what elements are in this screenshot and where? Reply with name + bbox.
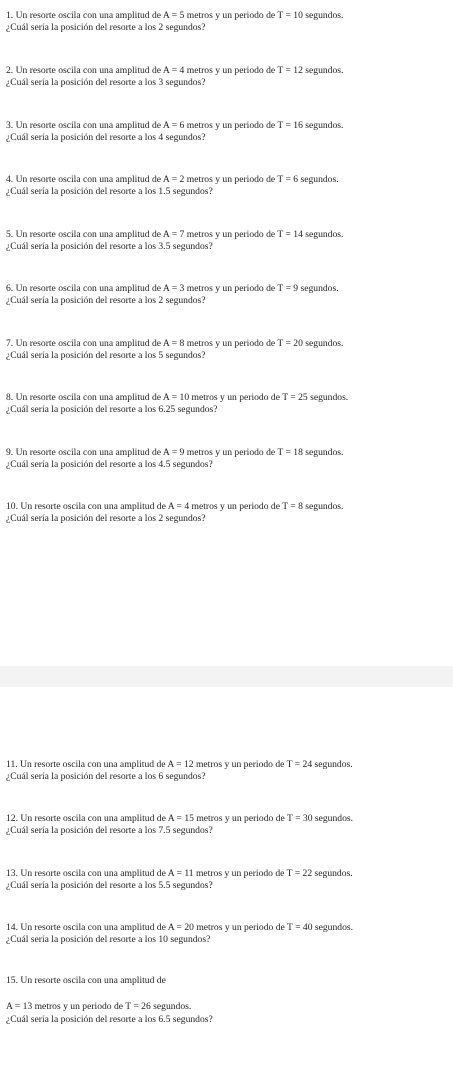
problem-question: ¿Cuál sería la posición del resorte a los 5.5 segundos? xyxy=(6,880,213,892)
problem-6 xyxy=(6,283,451,308)
problem-question: ¿Cuál sería la posición del resorte a los 2 segundos? xyxy=(6,22,206,34)
page-break-separator xyxy=(0,666,453,687)
problem-question: ¿Cuál sería la posición del resorte a los 1.5 segundos? xyxy=(6,186,213,198)
problem-statement: 1. Un resorte oscila con una amplitud de A = 5 metros y un periodo de T = 10 segundos. xyxy=(6,10,344,21)
problem-1 xyxy=(6,10,451,35)
problem-question: ¿Cuál sería la posición del resorte a los 4.5 segundos? xyxy=(6,459,213,471)
problem-statement-continued: A = 13 metros y un periodo de T = 26 segundos. xyxy=(6,1001,192,1013)
problem-question: ¿Cuál sería la posición del resorte a los 6.25 segundos? xyxy=(6,404,218,416)
problem-question: ¿Cuál sería la posición del resorte a los 6.5 segundos? xyxy=(6,1013,213,1025)
problem-statement: 9. Un resorte oscila con una amplitud de A = 9 metros y un periodo de T = 18 segundos. xyxy=(6,447,344,458)
problem-statement: 2. Un resorte oscila con una amplitud de A = 4 metros y un periodo de T = 12 segundos. xyxy=(6,65,344,76)
problem-question: ¿Cuál sería la posición del resorte a los 4 segundos? xyxy=(6,132,206,144)
problem-question: ¿Cuál sería la posición del resorte a los 7.5 segundos? xyxy=(6,825,213,837)
problem-statement: 3. Un resorte oscila con una amplitud de A = 6 metros y un periodo de T = 16 segundos. xyxy=(6,120,344,131)
problem-7 xyxy=(6,338,451,363)
problem-15 xyxy=(6,949,451,1026)
problem-statement: 4. Un resorte oscila con una amplitud de A = 2 metros y un periodo de T = 6 segundos. xyxy=(6,174,339,185)
problem-4 xyxy=(6,174,451,199)
problem-statement: 14. Un resorte oscila con una amplitud de A = 20 metros y un periodo de T = 40 segundos. xyxy=(6,922,353,933)
problem-statement: 7. Un resorte oscila con una amplitud de A = 8 metros y un periodo de T = 20 segundos. xyxy=(6,338,344,349)
problem-10 xyxy=(6,501,451,526)
problem-12 xyxy=(6,813,451,838)
problem-question: ¿Cuál sería la posición del resorte a los 2 segundos? xyxy=(6,513,206,525)
problem-13 xyxy=(6,868,451,893)
problem-14 xyxy=(6,922,451,947)
problem-2 xyxy=(6,65,451,90)
problem-9 xyxy=(6,447,451,472)
problem-statement: 13. Un resorte oscila con una amplitud de A = 11 metros y un periodo de T = 22 segundos. xyxy=(6,868,353,879)
problem-question: ¿Cuál sería la posición del resorte a los 2 segundos? xyxy=(6,295,206,307)
problem-statement: 12. Un resorte oscila con una amplitud de A = 15 metros y un periodo de T = 30 segundos. xyxy=(6,813,353,824)
problem-question: ¿Cuál sería la posición del resorte a los 3 segundos? xyxy=(6,77,206,89)
problem-11 xyxy=(6,759,451,784)
problem-statement: 5. Un resorte oscila con una amplitud de A = 7 metros y un periodo de T = 14 segundos. xyxy=(6,229,344,240)
problem-statement: 15. Un resorte oscila con una amplitud de xyxy=(6,975,166,986)
problem-3 xyxy=(6,120,451,145)
problem-question: ¿Cuál sería la posición del resorte a los 6 segundos? xyxy=(6,771,206,783)
problem-8 xyxy=(6,392,451,417)
problem-question: ¿Cuál sería la posición del resorte a los 5 segundos? xyxy=(6,350,206,362)
document-page-2 xyxy=(0,687,453,1065)
problem-statement: 8. Un resorte oscila con una amplitud de A = 10 metros y un periodo de T = 25 segundos. xyxy=(6,392,349,403)
problem-statement: 10. Un resorte oscila con una amplitud de A = 4 metros y un periodo de T = 8 segundos. xyxy=(6,501,344,512)
problem-question: ¿Cuál sería la posición del resorte a los 10 segundos? xyxy=(6,934,211,946)
problem-statement: 6. Un resorte oscila con una amplitud de A = 3 metros y un periodo de T = 9 segundos. xyxy=(6,283,339,294)
problem-statement: 11. Un resorte oscila con una amplitud de A = 12 metros y un periodo de T = 24 segundos. xyxy=(6,759,353,770)
problem-question: ¿Cuál sería la posición del resorte a los 3.5 segundos? xyxy=(6,241,213,253)
problem-5 xyxy=(6,229,451,254)
